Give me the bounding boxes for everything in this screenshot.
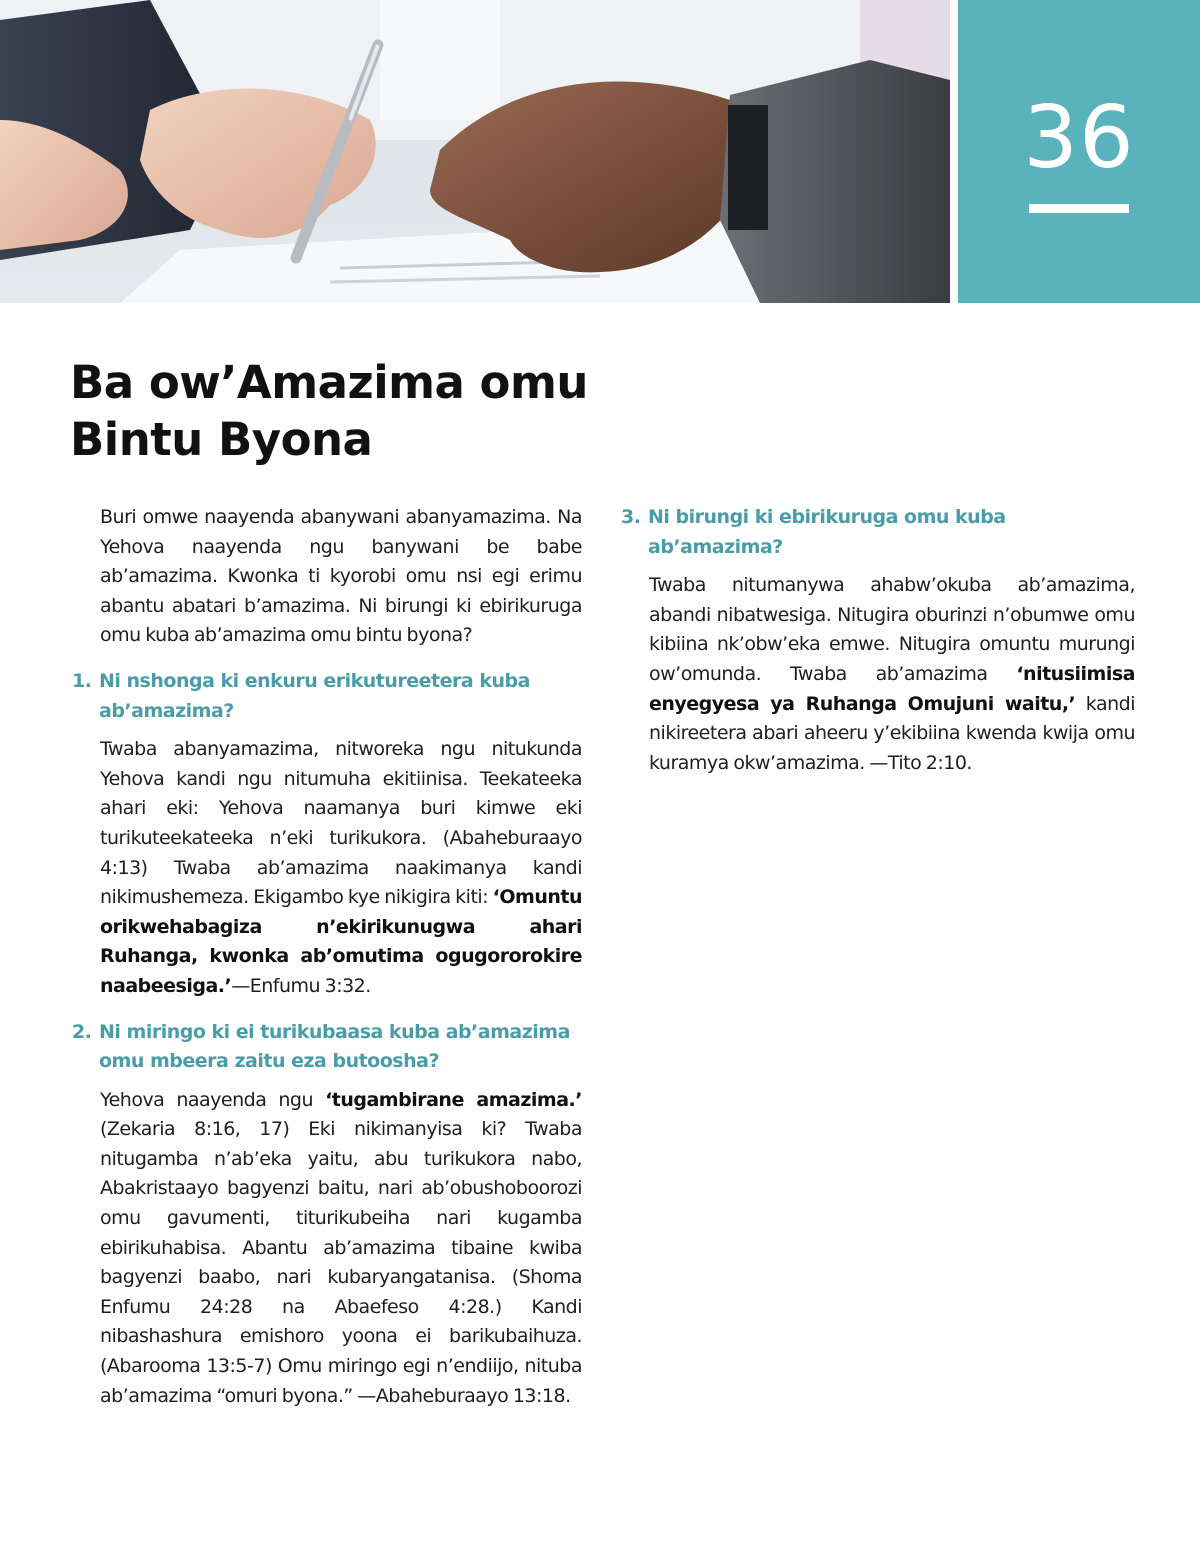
left-column <box>72 503 582 1427</box>
chapter-badge <box>958 0 1200 303</box>
answer-2-text-b: (Zekaria 8:16, 17) Eki nikimanyisa ki? Twaba nitugamba n’ab’eka yaitu, abu turikukora nabo, Abakristaayo bagyenzi baitu, nari ab’obushoboorozi omu gavumenti, titurikubeiha nari kugamba ebirikuhabisa. Abantu ab’amazima tibaine kwiba bagyenzi baabo, nari kubaryangatanisa. (Shoma Enfumu 24:28 na Abaefeso 4:28.) Kandi nibashashura emishoro yoona ei barikubaihuza. (Abarooma 13:5-7) Omu miringo egi n’endiijo, nituba ab’amazima “omuri byona.” —Abaheburaayo 13:18. <box>100 1118 582 1407</box>
question-2-text: Ni miringo ki ei turikubaasa kuba ab’amazima omu mbeera zaitu eza butoosha? <box>99 1020 570 1073</box>
question-2 <box>72 1018 582 1077</box>
chapter-underline <box>1029 204 1129 213</box>
answer-3-bold-quote: ‘nitusiimisa enyegyesa ya Ruhanga Omujuni waitu,’ <box>649 662 1135 715</box>
question-3-number: 3. <box>621 506 641 528</box>
title-line-1: Ba ow’Amazima omu <box>70 356 588 409</box>
answer-3-text-a: Twaba nitumanywa ahabw’okuba ab’amazima, abandi nibatwesiga. Nitugira oburinzi n’obumwe omu kibiina nk’obw’eka emwe. Nitugira omuntu murungi ow’omunda. Twaba ab’amazima <box>649 574 1135 685</box>
answer-2-text-a: Yehova naayenda ngu <box>100 1088 326 1111</box>
question-2-number: 2. <box>72 1020 92 1043</box>
answer-1-bold-quote: ‘Omuntu orikwehabagiza n’ekirikunugwa ahari Ruhanga, kwonka ab’omutima ogugororokire naabeesiga.’ <box>100 886 582 997</box>
question-1 <box>72 667 582 726</box>
header-photo <box>0 0 950 303</box>
answer-1-text-b: —Enfumu 3:32. <box>231 974 371 997</box>
question-1-number: 1. <box>72 669 92 692</box>
chapter-number: 36 <box>1023 88 1135 188</box>
intro-paragraph: Buri omwe naayenda abanywani abanyamazima. Na Yehova naayenda ngu banywani be babe ab’amazima. Kwonka ti kyorobi omu nsi egi erimu abantu abatari b’amazima. Ni birungi ki ebirikuruga omu kuba ab’amazima omu bintu byona? <box>100 506 582 647</box>
answer-3-paragraph <box>649 571 1135 778</box>
answer-1-text-a: Twaba abanyamazima, nitworeka ngu nitukunda Yehova kandi ngu nitumuha ekitiinisa. Teekateeka ahari eki: Yehova naamanya buri kimwe eki turikuteekateeka n’eki turikukora. (Abaheburaayo 4:13) Twaba ab’amazima naakimanya kandi nikimushemeza. Ekigambo kye nikigira kiti: <box>100 738 582 909</box>
handshake-contract-photo <box>0 0 950 303</box>
question-3-text: Ni birungi ki ebirikuruga omu kuba ab’amazima? <box>648 506 1006 558</box>
right-column <box>621 503 1135 794</box>
page-title <box>70 354 588 468</box>
answer-2-paragraph <box>100 1086 582 1412</box>
answer-3-text-b: kandi nikireetera abari aheeru y’ekibiina kwenda kwija omu kuramya okw’amazima. —Tito 2:10. <box>649 692 1135 774</box>
title-line-2: Bintu Byona <box>70 413 373 466</box>
answer-1-paragraph <box>100 735 582 1001</box>
question-1-text: Ni nshonga ki enkuru erikutureetera kuba ab’amazima? <box>99 669 530 722</box>
answer-2-bold-quote: ‘tugambirane amazima.’ <box>325 1088 582 1111</box>
question-3 <box>621 503 1135 562</box>
